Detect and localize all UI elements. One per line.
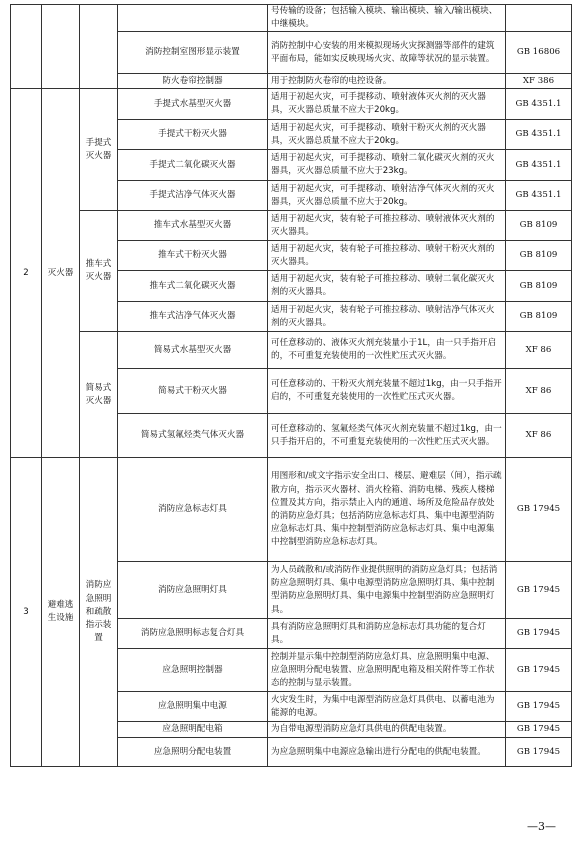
product-name-cell: 推车式水基型灭火器 (118, 211, 268, 241)
standard-code-cell: GB 17945 (506, 692, 572, 722)
standard-code-cell: GB 17945 (506, 649, 572, 692)
product-description-cell: 适用于初起火灾，可手提移动、喷射洁净气体灭火剂的灭火器具，灭火器总质量不应大于20kg。 (268, 181, 506, 211)
product-description-cell: 用于控制防火卷帘的电控设备。 (268, 74, 506, 89)
table-row (11, 89, 572, 120)
product-name-cell: 消防应急照明灯具 (118, 562, 268, 619)
product-name-cell: 应急照明分配电装置 (118, 738, 268, 767)
product-description-cell: 火灾发生时，为集中电源型消防应急灯具供电、以蓄电池为能源的电源。 (268, 692, 506, 722)
standard-code-cell: GB 8109 (506, 302, 572, 332)
product-name-cell (118, 5, 268, 32)
product-name-cell: 手提式干粉灭火器 (118, 120, 268, 150)
standard-code-cell: XF 86 (506, 414, 572, 458)
standard-code-cell: GB 8109 (506, 211, 572, 241)
standard-code-cell: GB 17945 (506, 562, 572, 619)
product-description-cell: 适用于初起火灾，装有轮子可推拉移动、喷射液体灭火剂的灭火器具。 (268, 211, 506, 241)
product-description-cell: 适用于初起火灾，可手提移动、喷射液体灭火剂的灭火器具，灭火器总质量不应大于20kg。 (268, 89, 506, 120)
product-name-cell: 应急照明集中电源 (118, 692, 268, 722)
product-name-cell: 应急照明配电箱 (118, 722, 268, 738)
table-row (11, 211, 572, 241)
subcategory-cell (80, 5, 118, 89)
product-name-cell: 简易式水基型灭火器 (118, 332, 268, 369)
product-name-cell: 简易式氢氟烃类气体灭火器 (118, 414, 268, 458)
product-description-cell: 可任意移动的、氢氟烃类气体灭火剂充装量不超过1kg，由一只手指开启的，不可重复充装使用的一次性贮压式灭火器。 (268, 414, 506, 458)
category-number-cell: 3 (11, 458, 42, 767)
product-description-cell: 适用于初起火灾，装有轮子可推拉移动、喷射二氧化碳灭火剂的灭火器具。 (268, 271, 506, 302)
product-name-cell: 消防应急标志灯具 (118, 458, 268, 562)
table-row (11, 458, 572, 562)
standard-code-cell: XF 86 (506, 332, 572, 369)
category-name-cell: 灭火器 (42, 89, 80, 458)
table-row (11, 332, 572, 369)
product-description-cell: 适用于初起火灾，可手提移动、喷射干粉灭火剂的灭火器具，灭火器总质量不应大于20kg。 (268, 120, 506, 150)
product-name-cell: 推车式二氧化碳灭火器 (118, 271, 268, 302)
page-number: —3— (527, 820, 556, 833)
product-description-cell: 适用于初起火灾，装有轮子可推拉移动、喷射洁净气体灭火剂的灭火器具。 (268, 302, 506, 332)
product-description-cell: 为自带电源型消防应急灯具供电的供配电装置。 (268, 722, 506, 738)
standards-table (10, 4, 572, 767)
standard-code-cell: GB 17945 (506, 738, 572, 767)
category-number-cell (11, 5, 42, 89)
product-description-cell: 消防控制中心安装的用来模拟现场火灾探测器等部件的建筑平面布局，能如实反映现场火灾、故障等状况的显示装置。 (268, 32, 506, 74)
product-description-cell: 可任意移动的、干粉灭火剂充装量不超过1kg，由一只手指开启的，不可重复充装使用的一次性贮压式灭火器。 (268, 369, 506, 414)
standard-code-cell: XF 386 (506, 74, 572, 89)
product-description-cell: 用图形和/或文字指示安全出口、楼层、避难层（间），指示疏散方向，指示灭火器材、消火栓箱、消防电梯、残疾人楼梯位置及其方向，指示禁止入内的通道、场所及危险品存放处的消防应急灯具；包括消防应急标志灯具、集中电源型消防应急标志灯具、集中控制型消防应急标志灯具、集中电源集中控制型消防应急标志灯具。 (268, 458, 506, 562)
product-description-cell: 适用于初起火灾，可手提移动、喷射二氧化碳灭火剂的灭火器具，灭火器总质量不应大于23kg。 (268, 150, 506, 181)
product-description-cell: 控制并显示集中控制型消防应急灯具、应急照明集中电源、应急照明分配电装置、应急照明配电箱及相关附件等工作状态的控制与显示装置。 (268, 649, 506, 692)
product-name-cell: 推车式洁净气体灭火器 (118, 302, 268, 332)
standard-code-cell: GB 8109 (506, 241, 572, 271)
standard-code-cell: GB 17945 (506, 619, 572, 649)
standard-code-cell (506, 5, 572, 32)
subcategory-cell: 推车式灭火器 (80, 211, 118, 332)
standard-code-cell: GB 8109 (506, 271, 572, 302)
standard-code-cell: GB 4351.1 (506, 89, 572, 120)
product-description-cell: 为应急照明集中电源应急输出进行分配电的供配电装置。 (268, 738, 506, 767)
product-description-cell: 号传输的设备；包括输入模块、输出模块、输入/输出模块、中继模块。 (268, 5, 506, 32)
standard-code-cell: GB 4351.1 (506, 181, 572, 211)
product-name-cell: 防火卷帘控制器 (118, 74, 268, 89)
product-name-cell: 手提式洁净气体灭火器 (118, 181, 268, 211)
product-name-cell: 手提式二氧化碳灭火器 (118, 150, 268, 181)
category-name-cell: 避难逃生设施 (42, 458, 80, 767)
subcategory-cell: 简易式灭火器 (80, 332, 118, 458)
category-number-cell: 2 (11, 89, 42, 458)
standard-code-cell: GB 17945 (506, 722, 572, 738)
product-name-cell: 推车式干粉灭火器 (118, 241, 268, 271)
product-description-cell: 为人员疏散和/或消防作业提供照明的消防应急灯具；包括消防应急照明灯具、集中电源型消防应急照明灯具、集中控制型消防应急照明灯具、集中电源集中控制型消防应急照明灯具。 (268, 562, 506, 619)
product-name-cell: 消防控制室图形显示装置 (118, 32, 268, 74)
standard-code-cell: GB 16806 (506, 32, 572, 74)
table-row (11, 5, 572, 32)
product-name-cell: 简易式干粉灭火器 (118, 369, 268, 414)
product-description-cell: 可任意移动的、液体灭火剂充装量小于1L，由一只手指开启的，不可重复充装使用的一次性贮压式灭火器。 (268, 332, 506, 369)
standard-code-cell: XF 86 (506, 369, 572, 414)
product-name-cell: 消防应急照明标志复合灯具 (118, 619, 268, 649)
subcategory-cell: 手提式灭火器 (80, 89, 118, 211)
subcategory-cell: 消防应急照明和疏散指示装置 (80, 458, 118, 767)
standard-code-cell: GB 4351.1 (506, 120, 572, 150)
product-name-cell: 手提式水基型灭火器 (118, 89, 268, 120)
standard-code-cell: GB 4351.1 (506, 150, 572, 181)
product-description-cell: 具有消防应急照明灯具和消防应急标志灯具功能的复合灯具。 (268, 619, 506, 649)
product-name-cell: 应急照明控制器 (118, 649, 268, 692)
product-description-cell: 适用于初起火灾，装有轮子可推拉移动、喷射干粉灭火剂的灭火器具。 (268, 241, 506, 271)
category-name-cell (42, 5, 80, 89)
standard-code-cell: GB 17945 (506, 458, 572, 562)
